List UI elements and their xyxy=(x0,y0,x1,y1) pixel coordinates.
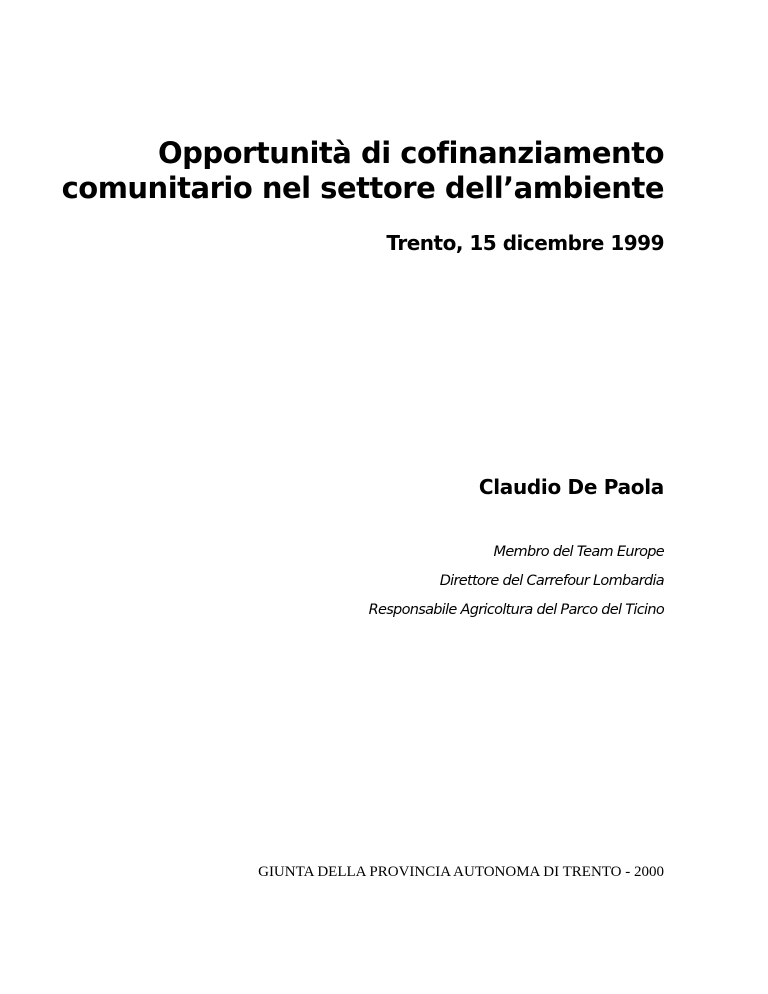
author-name: Claudio De Paola xyxy=(478,475,664,499)
document-title xyxy=(62,136,664,206)
event-date-location: Trento, 15 dicembre 1999 xyxy=(386,231,664,255)
title-line-2: comunitario nel settore dell’ambiente xyxy=(61,171,664,205)
author-role: Responsabile Agricoltura del Parco del Ticino xyxy=(368,602,664,618)
author-role: Direttore del Carrefour Lombardia xyxy=(439,573,664,589)
author-roles xyxy=(369,538,664,625)
author-role: Membro del Team Europe xyxy=(493,544,664,560)
title-line-1: Opportunità di cofinanziamento xyxy=(157,136,664,170)
publisher-footer: GIUNTA DELLA PROVINCIA AUTONOMA DI TRENTO - 2000 xyxy=(258,864,664,880)
